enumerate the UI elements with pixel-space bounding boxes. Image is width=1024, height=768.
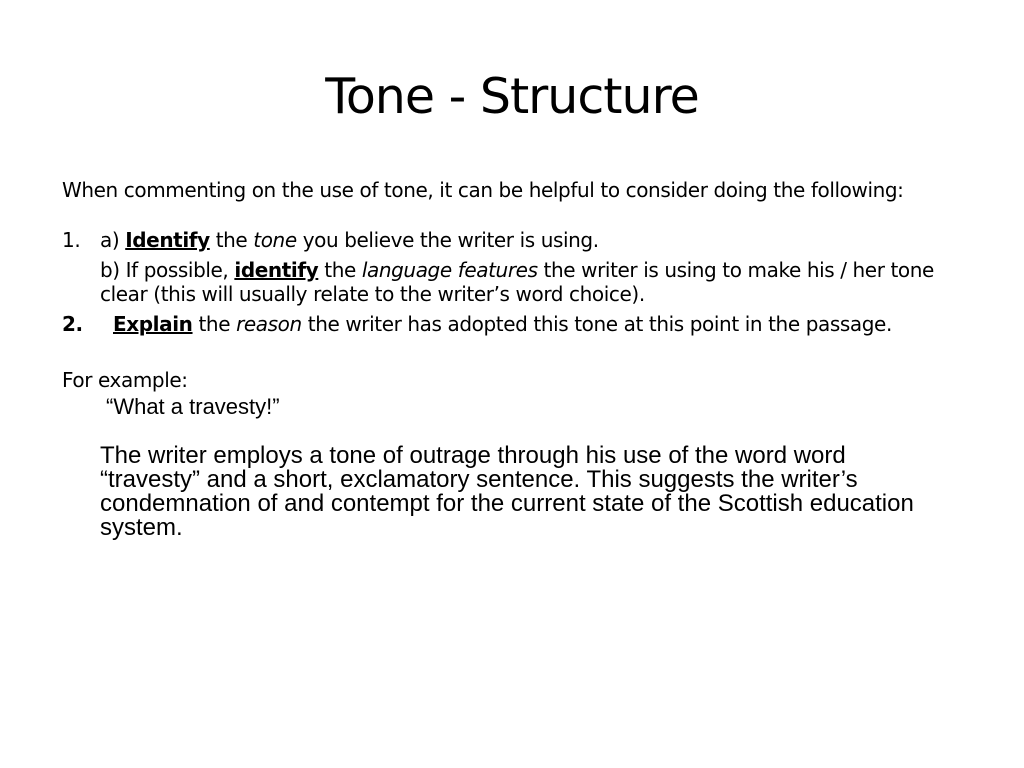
list-item-2 (62, 312, 982, 336)
item1b-italic: language features (361, 258, 538, 282)
item2-italic: reason (236, 312, 302, 336)
item1b-suffix: the writer is using to make his / her tone clear (this will usually relate to the writer’s word choice). (100, 258, 934, 306)
list-item-1b (62, 258, 982, 306)
intro-paragraph: When commenting on the use of tone, it can be helpful to consider doing the following: (62, 178, 904, 202)
item1a-mid: the (209, 228, 254, 252)
example-quote: “What a travesty!” (106, 394, 280, 419)
item1a-prefix: a) (100, 228, 126, 252)
item1b-prefix: b) If possible, (100, 258, 235, 282)
list-number-2: 2. (62, 312, 83, 336)
list-item-1a (62, 228, 982, 252)
item1a-suffix: you believe the writer is using. (296, 228, 599, 252)
item2-suffix: the writer has adopted this tone at this point in the passage. (301, 312, 892, 336)
example-analysis: The writer employs a tone of outrage through his use of the word word “travesty” and a short, exclamatory sentence. This suggests the writer’s condemnation of and contempt for the current state of the Scottish education system. (100, 442, 914, 541)
item1b-mid: the (318, 258, 362, 282)
slide-title: Tone - Structure (325, 68, 699, 125)
list-number-1: 1. (62, 228, 81, 252)
item2-mid: the (192, 312, 237, 336)
item1a-italic: tone (253, 228, 297, 252)
example-label: For example: (62, 368, 188, 392)
item2-keyword: Explain (113, 312, 193, 336)
item1b-keyword: identify (234, 258, 319, 282)
item1a-keyword: Identify (125, 228, 210, 252)
slide-body (62, 178, 982, 540)
